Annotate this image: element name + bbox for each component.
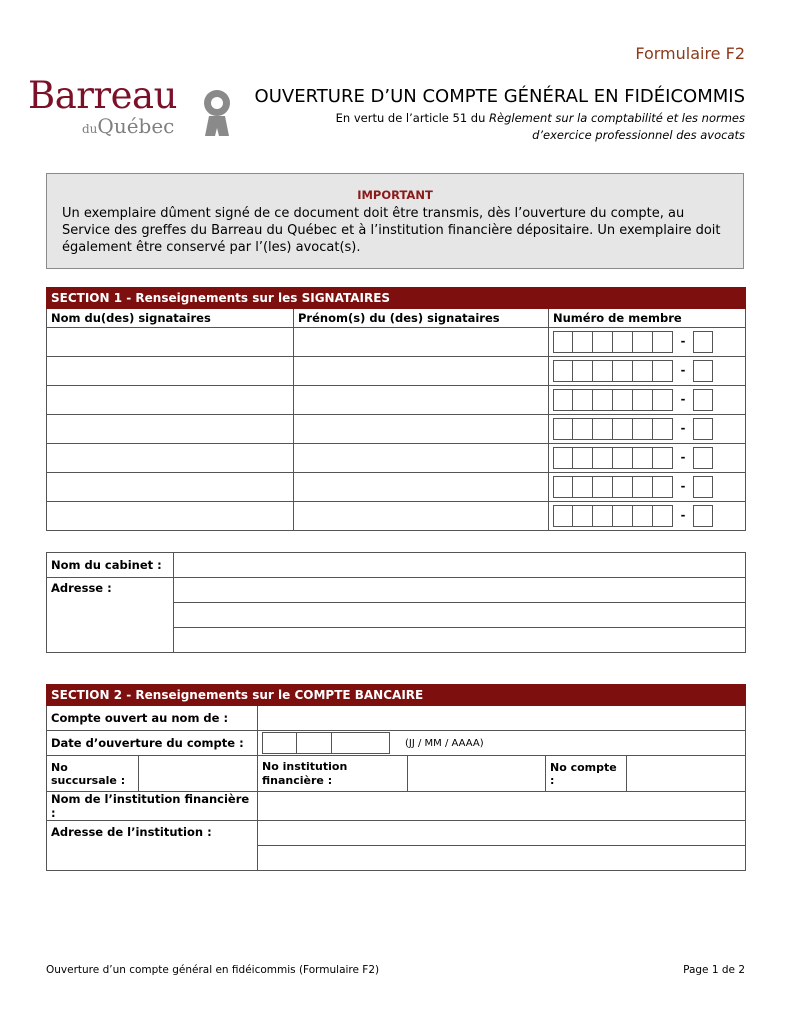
numero-dash: - (680, 363, 686, 377)
col-nom-header: Nom du(des) signataires (47, 309, 294, 328)
date-box-mm[interactable] (297, 732, 332, 754)
nom-cabinet-field[interactable] (174, 553, 746, 578)
check-digit-box[interactable] (693, 360, 713, 382)
prenom-signataire-field[interactable] (294, 386, 549, 415)
digit-box[interactable] (553, 505, 573, 527)
nom-cabinet-label: Nom du cabinet : (47, 553, 174, 578)
numero-membre-field[interactable] (549, 415, 746, 444)
adresse-field-2[interactable] (174, 603, 746, 628)
succursale-field[interactable] (139, 756, 258, 792)
logo-quebec (82, 114, 174, 138)
digit-box[interactable] (593, 418, 613, 440)
numero-membre-boxes[interactable] (549, 331, 745, 353)
digit-box[interactable] (633, 389, 653, 411)
document-title: OUVERTURE D’UN COMPTE GÉNÉRAL EN FIDÉICOMMIS (254, 86, 745, 107)
institution-adresse-label: Adresse de l’institution : (47, 821, 258, 871)
prenom-signataire-field[interactable] (294, 502, 549, 531)
digit-box[interactable] (553, 418, 573, 440)
institution-nom-field[interactable] (258, 792, 746, 821)
signataires-table (46, 287, 746, 531)
date-box-aaaa[interactable] (332, 732, 390, 754)
digit-box[interactable] (653, 418, 673, 440)
prenom-signataire-field[interactable] (294, 357, 549, 386)
subtitle-reglement-2: d’exercice professionnel des avocats (532, 128, 745, 142)
check-digit-box[interactable] (693, 331, 713, 353)
signataire-row (47, 444, 746, 473)
numero-membre-boxes[interactable] (549, 389, 745, 411)
digit-box[interactable] (633, 331, 653, 353)
digit-box[interactable] (593, 331, 613, 353)
numero-membre-field[interactable] (549, 328, 746, 357)
date-format-hint: (JJ / MM / AAAA) (405, 737, 484, 749)
important-text: Un exemplaire dûment signé de ce document doit être transmis, dès l’ouverture du compte, au Service des greffes du Barreau du Québec et à l’institution financière dépositaire. Un exemplaire doit également être conservé par l’(les) avocat(s). (62, 206, 721, 255)
digit-box[interactable] (573, 389, 593, 411)
prenom-signataire-field[interactable] (294, 415, 549, 444)
compte-no-field[interactable] (627, 756, 746, 792)
numero-membre-boxes[interactable] (549, 447, 745, 469)
numero-dash: - (680, 479, 686, 493)
digit-box[interactable] (633, 505, 653, 527)
date-ouverture-label: Date d’ouverture du compte : (47, 731, 258, 756)
nom-signataire-field[interactable] (47, 502, 294, 531)
numero-dash: - (680, 450, 686, 464)
numero-dash: - (680, 508, 686, 522)
signataire-row (47, 473, 746, 502)
institution-adresse-field-1[interactable] (258, 821, 746, 846)
digit-box[interactable] (613, 360, 633, 382)
col-numero-header: Numéro de membre (549, 309, 746, 328)
document-subtitle (250, 110, 745, 144)
digit-box[interactable] (613, 389, 633, 411)
signataire-row (47, 357, 746, 386)
date-ouverture-field[interactable] (258, 731, 746, 756)
prenom-signataire-field[interactable] (294, 328, 549, 357)
logo-barreau: Barreau (28, 74, 177, 117)
numero-membre-field[interactable] (549, 502, 746, 531)
digit-box[interactable] (553, 447, 573, 469)
institution-no-label-2: financière : (262, 773, 333, 787)
digit-box[interactable] (553, 389, 573, 411)
digit-box[interactable] (553, 360, 573, 382)
adresse-field-3[interactable] (174, 628, 746, 653)
date-boxes[interactable] (262, 732, 390, 754)
cabinet-table (46, 552, 746, 653)
digit-box[interactable] (613, 505, 633, 527)
digit-box[interactable] (653, 447, 673, 469)
digit-box[interactable] (593, 389, 613, 411)
digit-box[interactable] (653, 389, 673, 411)
logo-quebec-text: Québec (97, 114, 175, 138)
nom-signataire-field[interactable] (47, 415, 294, 444)
footer-title: Ouverture d’un compte général en fidéicommis (Formulaire F2) (46, 964, 380, 976)
digit-box[interactable] (593, 505, 613, 527)
numero-membre-boxes[interactable] (549, 360, 745, 382)
digit-box[interactable] (573, 447, 593, 469)
nom-signataire-field[interactable] (47, 473, 294, 502)
digit-box[interactable] (573, 331, 593, 353)
digit-box[interactable] (653, 331, 673, 353)
adresse-label: Adresse : (47, 578, 174, 653)
numero-membre-field[interactable] (549, 357, 746, 386)
numero-membre-boxes[interactable] (549, 418, 745, 440)
prenom-signataire-field[interactable] (294, 473, 549, 502)
signataire-row (47, 502, 746, 531)
digit-box[interactable] (653, 360, 673, 382)
digit-box[interactable] (653, 476, 673, 498)
numero-dash: - (680, 334, 686, 348)
digit-box[interactable] (553, 476, 573, 498)
barreau-emblem-icon (197, 88, 237, 138)
succursale-label: No succursale : (47, 756, 139, 792)
page-number: Page 1 de 2 (683, 964, 745, 976)
digit-box[interactable] (573, 505, 593, 527)
digit-box[interactable] (573, 418, 593, 440)
numero-membre-boxes[interactable] (549, 476, 745, 498)
numero-membre-boxes[interactable] (549, 505, 745, 527)
digit-box[interactable] (573, 476, 593, 498)
important-notice (46, 173, 744, 269)
prenom-signataire-field[interactable] (294, 444, 549, 473)
nom-signataire-field[interactable] (47, 328, 294, 357)
compte-nom-field[interactable] (258, 706, 746, 731)
check-digit-box[interactable] (693, 418, 713, 440)
institution-adresse-field-2[interactable] (258, 846, 746, 871)
digit-box[interactable] (633, 447, 653, 469)
subtitle-reglement-1: Règlement sur la comptabilité et les normes (489, 111, 745, 125)
digit-box[interactable] (593, 360, 613, 382)
digit-box[interactable] (613, 418, 633, 440)
signataire-row (47, 328, 746, 357)
check-digit-box[interactable] (693, 389, 713, 411)
compte-no-label: No compte : (546, 756, 627, 792)
adresse-field-1[interactable] (174, 578, 746, 603)
check-digit-box[interactable] (693, 505, 713, 527)
section2-header: SECTION 2 - Renseignements sur le COMPTE BANCAIRE (47, 685, 746, 706)
col-prenom-header: Prénom(s) du (des) signataires (294, 309, 549, 328)
digit-box[interactable] (633, 360, 653, 382)
check-digit-box[interactable] (693, 476, 713, 498)
check-digit-box[interactable] (693, 447, 713, 469)
numero-dash: - (680, 392, 686, 406)
digit-box[interactable] (613, 447, 633, 469)
digit-box[interactable] (593, 447, 613, 469)
important-title: IMPORTANT (357, 188, 433, 202)
digit-box[interactable] (613, 331, 633, 353)
logo-du: du (82, 122, 98, 136)
nom-signataire-field[interactable] (47, 386, 294, 415)
digit-box[interactable] (653, 505, 673, 527)
numero-membre-field[interactable] (549, 386, 746, 415)
nom-signataire-field[interactable] (47, 444, 294, 473)
numero-membre-field[interactable] (549, 473, 746, 502)
signataire-row (47, 415, 746, 444)
institution-no-label (258, 756, 408, 792)
numero-membre-field[interactable] (549, 444, 746, 473)
date-box-jj[interactable] (262, 732, 297, 754)
digit-box[interactable] (633, 476, 653, 498)
digit-box[interactable] (553, 331, 573, 353)
digit-box[interactable] (593, 476, 613, 498)
digit-box[interactable] (573, 360, 593, 382)
subtitle-prefix: En vertu de l’article 51 du (335, 111, 490, 125)
compte-nom-label: Compte ouvert au nom de : (47, 706, 258, 731)
section1-header: SECTION 1 - Renseignements sur les SIGNATAIRES (47, 288, 746, 309)
institution-nom-label: Nom de l’institution financière : (47, 792, 258, 821)
nom-signataire-field[interactable] (47, 357, 294, 386)
digit-box[interactable] (613, 476, 633, 498)
form-code: Formulaire F2 (635, 44, 745, 63)
institution-no-label-1: No institution (262, 759, 348, 773)
numero-dash: - (680, 421, 686, 435)
institution-no-field[interactable] (408, 756, 546, 792)
signataire-row (47, 386, 746, 415)
digit-box[interactable] (633, 418, 653, 440)
compte-bancaire-table (46, 684, 746, 871)
